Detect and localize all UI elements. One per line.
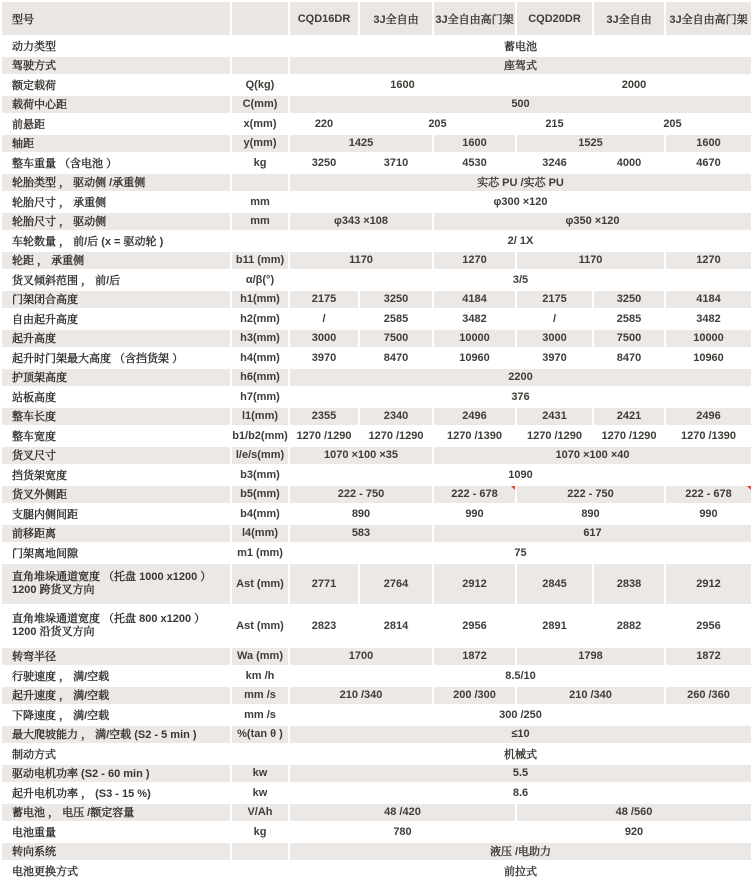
row-unit: Q(kg) <box>232 76 288 94</box>
row-label: 前悬距 <box>2 115 230 133</box>
row-label: 挡货架宽度 <box>2 466 230 484</box>
value-cell: 48 /560 <box>517 804 751 822</box>
value-cell: 1872 <box>434 648 515 666</box>
value-cell: 10000 <box>666 330 751 348</box>
table-row <box>2 505 751 523</box>
value-cell: 实芯 PU /实芯 PU <box>290 174 751 192</box>
value-cell: 1270 /1290 <box>517 427 592 445</box>
value-cell: 2431 <box>517 408 592 426</box>
value-cell: 376 <box>290 388 751 406</box>
value-cell: / <box>517 310 592 328</box>
row-unit: C(mm) <box>232 96 288 114</box>
value-cell: 3250 <box>290 154 358 172</box>
table-row <box>2 843 751 861</box>
value-cell: 2496 <box>666 408 751 426</box>
value-cell: 3000 <box>290 330 358 348</box>
row-label: 门架离地间隙 <box>2 544 230 562</box>
row-label-line2: 1200 沿货叉方向 <box>12 626 95 638</box>
row-label: 轮胎尺寸 ， 驱动侧 <box>2 213 230 231</box>
value-cell: 583 <box>290 525 432 543</box>
red-corner-marker-icon <box>511 486 515 490</box>
value-cell: 2355 <box>290 408 358 426</box>
value-cell: 7500 <box>594 330 664 348</box>
value-cell: 1600 <box>434 135 515 153</box>
row-label: 整车宽度 <box>2 427 230 445</box>
table-row <box>2 154 751 172</box>
row-unit <box>232 232 288 250</box>
value-cell: 1170 <box>517 252 664 270</box>
value-cell: 2814 <box>360 606 432 646</box>
value-cell: 215 <box>517 115 592 133</box>
row-unit: Ast (mm) <box>232 606 288 646</box>
row-unit: b11 (mm) <box>232 252 288 270</box>
header-row <box>2 2 751 35</box>
row-label: 起升电机功率 ， (S3 - 15 %) <box>2 784 230 802</box>
row-label-line2: 1200 跨货叉方向 <box>12 584 95 596</box>
table-row <box>2 135 751 153</box>
value-cell: 200 /300 <box>434 687 515 705</box>
value-cell: 液压 /电助力 <box>290 843 751 861</box>
row-label: 车轮数量 ， 前/后 (x = 驱动轮 ) <box>2 232 230 250</box>
value-cell: 2764 <box>360 564 432 604</box>
value-cell: 1270 /1390 <box>666 427 751 445</box>
row-label: 货叉尺寸 <box>2 447 230 465</box>
value-cell: 2175 <box>517 291 592 309</box>
value-cell: 48 /420 <box>290 804 515 822</box>
row-unit: l/e/s(mm) <box>232 447 288 465</box>
row-unit: V/Ah <box>232 804 288 822</box>
row-unit: h1(mm) <box>232 291 288 309</box>
value-cell: φ350 ×120 <box>434 213 751 231</box>
value-cell: 4530 <box>434 154 515 172</box>
value-cell: 2340 <box>360 408 432 426</box>
row-unit: km /h <box>232 667 288 685</box>
value-cell: 3970 <box>517 349 592 367</box>
table-row <box>2 193 751 211</box>
row-label: 整车重量 （含电池 ） <box>2 154 230 172</box>
value-cell: 1270 /1390 <box>434 427 515 445</box>
value-cell: 前拉式 <box>290 862 751 880</box>
value-cell: 1525 <box>517 135 664 153</box>
row-label: 转向系统 <box>2 843 230 861</box>
value-cell: ≤10 <box>290 726 751 744</box>
value-cell: 222 - 750 <box>517 486 664 504</box>
value-cell: 3250 <box>594 291 664 309</box>
value-cell: 222 - 750 <box>290 486 432 504</box>
value-cell: 4670 <box>666 154 751 172</box>
table-row <box>2 525 751 543</box>
row-label: 电池更换方式 <box>2 862 230 880</box>
row-label: 门架闭合高度 <box>2 291 230 309</box>
row-unit: mm <box>232 213 288 231</box>
row-label: 蓄电池 ， 电压 /额定容量 <box>2 804 230 822</box>
table-row <box>2 765 751 783</box>
row-label: 电池重量 <box>2 823 230 841</box>
value-cell: 1070 ×100 ×40 <box>434 447 751 465</box>
table-row <box>2 291 751 309</box>
row-label: 站板高度 <box>2 388 230 406</box>
value-cell: 机械式 <box>290 745 751 763</box>
value-cell: 1070 ×100 ×35 <box>290 447 432 465</box>
value-cell: 8.6 <box>290 784 751 802</box>
value-cell: 1090 <box>290 466 751 484</box>
value-cell: 8470 <box>360 349 432 367</box>
value-cell: 4184 <box>434 291 515 309</box>
value-cell: 1270 <box>666 252 751 270</box>
value-cell: 990 <box>666 505 751 523</box>
table-row <box>2 544 751 562</box>
value-cell: / <box>290 310 358 328</box>
table-row <box>2 427 751 445</box>
value-cell: 2200 <box>290 369 751 387</box>
value-cell: φ300 ×120 <box>290 193 751 211</box>
row-unit: Ast (mm) <box>232 564 288 604</box>
table-row <box>2 447 751 465</box>
row-unit: mm /s <box>232 687 288 705</box>
value-cell: 210 /340 <box>290 687 432 705</box>
row-unit: m1 (mm) <box>232 544 288 562</box>
value-cell: 75 <box>290 544 751 562</box>
row-unit: kw <box>232 765 288 783</box>
row-label: 驱动电机功率 (S2 - 60 min ) <box>2 765 230 783</box>
value-cell: 1270 /1290 <box>290 427 358 445</box>
row-label: 额定载荷 <box>2 76 230 94</box>
table-row <box>2 76 751 94</box>
value-cell: 990 <box>434 505 515 523</box>
value-cell: 220 <box>290 115 358 133</box>
row-label: 整车长度 <box>2 408 230 426</box>
row-label: 起升时门架最大高度 （含挡货架 ） <box>2 349 230 367</box>
value-cell: 210 /340 <box>517 687 664 705</box>
value-cell: 260 /360 <box>666 687 751 705</box>
table-row <box>2 745 751 763</box>
value-cell: 2845 <box>517 564 592 604</box>
header-cell: CQD20DR <box>517 2 592 35</box>
table-row <box>2 862 751 880</box>
value-cell: 780 <box>290 823 515 841</box>
row-label: 起升高度 <box>2 330 230 348</box>
value-cell: 1600 <box>666 135 751 153</box>
value-cell: 3482 <box>666 310 751 328</box>
header-cell: 3J全自由高门架 <box>434 2 515 35</box>
value-cell: 4000 <box>594 154 664 172</box>
row-unit: mm <box>232 193 288 211</box>
value-cell: 300 /250 <box>290 706 751 724</box>
table-row <box>2 706 751 724</box>
value-cell: 1600 <box>290 76 515 94</box>
row-unit: h7(mm) <box>232 388 288 406</box>
value-cell: 222 - 678 <box>666 486 751 504</box>
table-row <box>2 648 751 666</box>
table-row <box>2 349 751 367</box>
value-cell: 3/5 <box>290 271 751 289</box>
value-cell: 617 <box>434 525 751 543</box>
row-unit: kg <box>232 154 288 172</box>
value-cell: 2823 <box>290 606 358 646</box>
table-row <box>2 784 751 802</box>
value-cell: 500 <box>290 96 751 114</box>
table-row <box>2 486 751 504</box>
value-cell: 920 <box>517 823 751 841</box>
row-unit <box>232 745 288 763</box>
value-cell: 3482 <box>434 310 515 328</box>
row-label: 转弯半径 <box>2 648 230 666</box>
table-row <box>2 232 751 250</box>
row-label: 下降速度 ， 满/空载 <box>2 706 230 724</box>
value-cell: 222 - 678 <box>434 486 515 504</box>
header-cell: 3J全自由 <box>594 2 664 35</box>
value-cell: 10960 <box>666 349 751 367</box>
row-unit <box>232 57 288 75</box>
table-row <box>2 96 751 114</box>
row-label: 支腿内侧间距 <box>2 505 230 523</box>
table-row <box>2 687 751 705</box>
row-label <box>2 606 230 646</box>
value-cell: φ343 ×108 <box>290 213 432 231</box>
value-cell: 2956 <box>666 606 751 646</box>
value-cell: 3246 <box>517 154 592 172</box>
row-label: 货叉外侧距 <box>2 486 230 504</box>
table-row <box>2 466 751 484</box>
row-unit: Wa (mm) <box>232 648 288 666</box>
row-unit: h4(mm) <box>232 349 288 367</box>
table-row <box>2 606 751 646</box>
table-row <box>2 115 751 133</box>
row-unit: kw <box>232 784 288 802</box>
value-cell: 2956 <box>434 606 515 646</box>
table-row <box>2 310 751 328</box>
value-cell: 8470 <box>594 349 664 367</box>
value-cell: 2882 <box>594 606 664 646</box>
table-row <box>2 388 751 406</box>
row-unit: mm /s <box>232 706 288 724</box>
row-label <box>2 564 230 604</box>
row-label: 货叉倾斜范围 ， 前/后 <box>2 271 230 289</box>
row-unit: y(mm) <box>232 135 288 153</box>
row-unit: x(mm) <box>232 115 288 133</box>
row-unit: b5(mm) <box>232 486 288 504</box>
value-cell: 1270 /1290 <box>360 427 432 445</box>
value-cell: 1170 <box>290 252 432 270</box>
value-cell: 10000 <box>434 330 515 348</box>
header-cell: 3J全自由 <box>360 2 432 35</box>
row-unit: h6(mm) <box>232 369 288 387</box>
table-row <box>2 213 751 231</box>
row-unit: b1/b2(mm) <box>232 427 288 445</box>
row-unit: b4(mm) <box>232 505 288 523</box>
table-row <box>2 408 751 426</box>
value-cell: 2000 <box>517 76 751 94</box>
header-model-label: 型号 <box>2 2 230 35</box>
row-unit: %(tan θ ) <box>232 726 288 744</box>
value-cell: 3000 <box>517 330 592 348</box>
value-cell: 1425 <box>290 135 432 153</box>
value-cell: 3250 <box>360 291 432 309</box>
value-cell: 10960 <box>434 349 515 367</box>
value-cell: 890 <box>517 505 664 523</box>
value-cell: 3970 <box>290 349 358 367</box>
red-corner-marker-icon <box>747 486 751 490</box>
value-cell: 1798 <box>517 648 664 666</box>
value-cell: 2771 <box>290 564 358 604</box>
value-cell: 2421 <box>594 408 664 426</box>
table-row <box>2 271 751 289</box>
row-unit: b3(mm) <box>232 466 288 484</box>
value-cell: 1270 <box>434 252 515 270</box>
value-cell: 1700 <box>290 648 432 666</box>
row-label: 动力类型 <box>2 37 230 55</box>
table-row <box>2 804 751 822</box>
row-unit <box>232 37 288 55</box>
table-row <box>2 823 751 841</box>
row-unit: l1(mm) <box>232 408 288 426</box>
row-unit: α/β(°) <box>232 271 288 289</box>
row-label: 轮距 ， 承重侧 <box>2 252 230 270</box>
value-cell: 890 <box>290 505 432 523</box>
value-cell: 1270 /1290 <box>594 427 664 445</box>
row-label: 前移距离 <box>2 525 230 543</box>
value-cell: 4184 <box>666 291 751 309</box>
value-cell: 8.5/10 <box>290 667 751 685</box>
value-cell: 7500 <box>360 330 432 348</box>
row-unit: l4(mm) <box>232 525 288 543</box>
row-label: 最大爬坡能力 ， 满/空载 (S2 - 5 min ) <box>2 726 230 744</box>
row-label: 轴距 <box>2 135 230 153</box>
table-row <box>2 369 751 387</box>
value-cell: 2838 <box>594 564 664 604</box>
row-unit: h2(mm) <box>232 310 288 328</box>
value-cell: 1872 <box>666 648 751 666</box>
value-cell: 2912 <box>666 564 751 604</box>
value-cell: 205 <box>594 115 751 133</box>
value-cell: 2891 <box>517 606 592 646</box>
row-label-line1: 直角堆垛通道宽度 （托盘 1000 x1200 ） <box>12 571 212 583</box>
table-row <box>2 667 751 685</box>
value-cell: 2912 <box>434 564 515 604</box>
row-label: 护顶架高度 <box>2 369 230 387</box>
spec-table-body <box>2 37 751 880</box>
value-cell: 2585 <box>360 310 432 328</box>
value-cell: 2496 <box>434 408 515 426</box>
table-row <box>2 330 751 348</box>
row-unit: h3(mm) <box>232 330 288 348</box>
table-row <box>2 174 751 192</box>
row-label: 轮胎类型 ， 驱动侧 /承重侧 <box>2 174 230 192</box>
table-row <box>2 726 751 744</box>
value-cell: 蓄电池 <box>290 37 751 55</box>
row-label: 起升速度 ， 满/空载 <box>2 687 230 705</box>
table-row <box>2 57 751 75</box>
value-cell: 2585 <box>594 310 664 328</box>
row-label: 自由起升高度 <box>2 310 230 328</box>
row-unit <box>232 862 288 880</box>
table-row <box>2 252 751 270</box>
row-label: 行驶速度 ， 满/空载 <box>2 667 230 685</box>
value-cell: 座驾式 <box>290 57 751 75</box>
value-cell: 3710 <box>360 154 432 172</box>
row-label-line1: 直角堆垛通道宽度 （托盘 800 x1200 ） <box>12 613 206 625</box>
row-label: 载荷中心距 <box>2 96 230 114</box>
table-row <box>2 37 751 55</box>
row-label: 轮胎尺寸 ， 承重侧 <box>2 193 230 211</box>
header-cell: 3J全自由高门架 <box>666 2 751 35</box>
value-cell: 5.5 <box>290 765 751 783</box>
header-cell: CQD16DR <box>290 2 358 35</box>
value-cell: 2/ 1X <box>290 232 751 250</box>
value-cell: 205 <box>360 115 515 133</box>
row-label: 驾驶方式 <box>2 57 230 75</box>
row-unit <box>232 174 288 192</box>
table-row <box>2 564 751 604</box>
row-unit <box>232 843 288 861</box>
value-cell: 2175 <box>290 291 358 309</box>
row-unit: kg <box>232 823 288 841</box>
header-unit-cell <box>232 2 288 35</box>
row-label: 制动方式 <box>2 745 230 763</box>
